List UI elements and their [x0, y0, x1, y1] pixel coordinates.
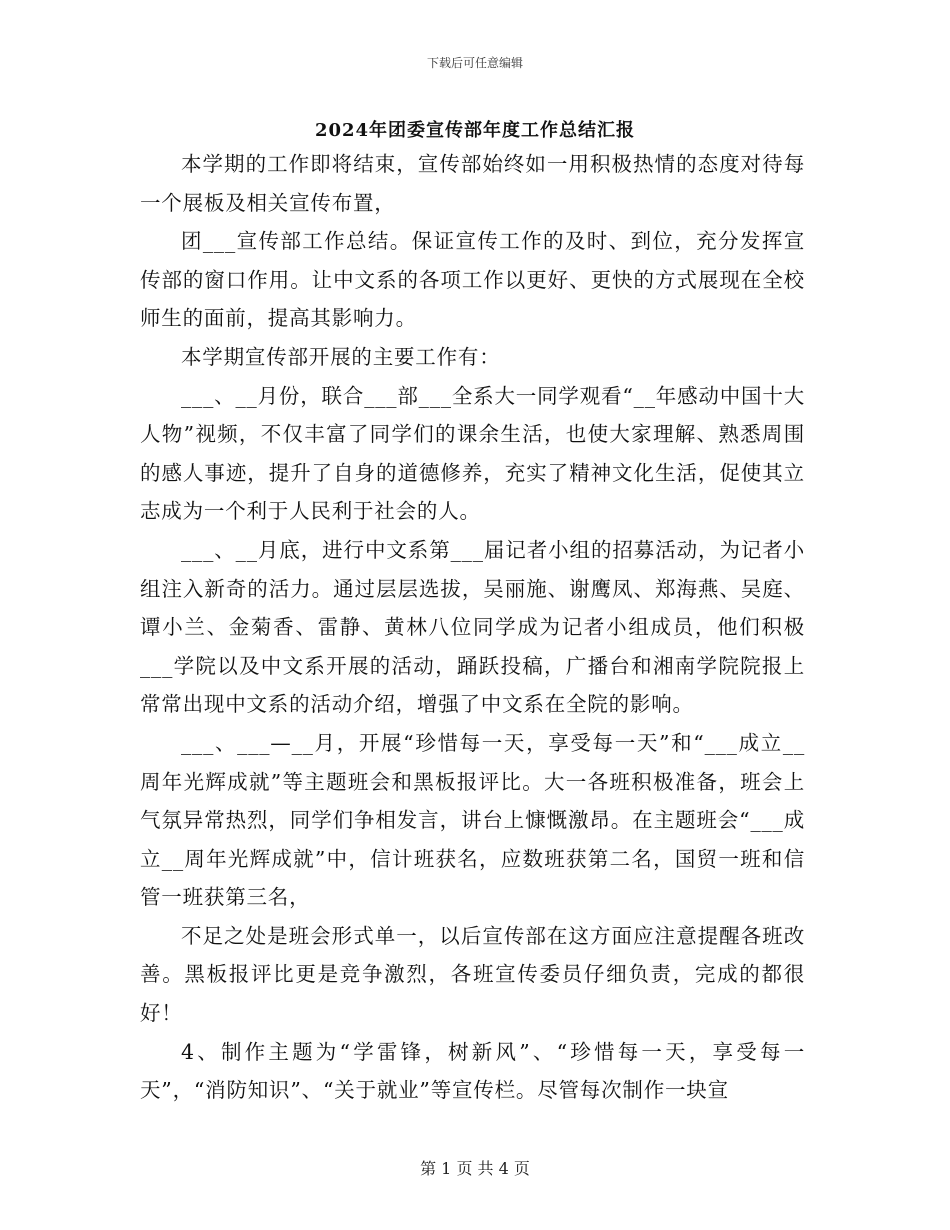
page-number: 第 1 页 共 4 页: [420, 1159, 530, 1178]
paragraph-main-work: 本学期宣传部开展的主要工作有：: [181, 344, 501, 369]
document-body: [140, 145, 805, 1110]
paragraph-shortcoming: 不足之处是班会形式单一，以后宣传部在这方面应注意提醒各班改善。黑板报评比更是竞争激烈，各班宣传委员仔细负责，完成的都很好！: [140, 923, 805, 1026]
header-note: 下载后可任意编辑: [426, 56, 523, 70]
paragraph-item-3: ___、___—__月，开展“珍惜每一天，享受每一天”和“___成立__周年光辉成就”等主题班会和黑板报评比。大一各班积极准备，班会上气氛异常热烈，同学们争相发言，讲台上慷慨激昂。在主题班会“___成立__周年光辉成就”中，信计班获名，应数班获第二名，国贸一班和信管一班获第三名，: [140, 730, 805, 910]
paragraph-item-4: 4、制作主题为“学雷锋，树新风”、“珍惜每一天，享受每一天”，“消防知识”、“关于就业”等宣传栏。尽管每次制作一块宣: [140, 1039, 805, 1103]
paragraph-item-1: ___、__月份，联合___部___全系大一同学观看“__年感动中国十大人物”视频，不仅丰富了同学们的课余生活，也使大家理解、熟悉周围的感人事迹，提升了自身的道德修养，充实了精神文化生活，促使其立志成为一个利于人民利于社会的人。: [140, 383, 805, 524]
paragraph-summary: 团___宣传部工作总结。保证宣传工作的及时、到位，充分发挥宣传部的窗口作用。让中文系的各项工作以更好、更快的方式展现在全校师生的面前，提高其影响力。: [140, 229, 805, 331]
document-title: 2024年团委宣传部年度工作总结汇报: [314, 120, 636, 141]
paragraph-item-2: ___、__月底，进行中文系第___届记者小组的招募活动，为记者小组注入新奇的活力。通过层层选拔，吴丽施、谢鹰凤、郑海燕、吴庭、谭小兰、金菊香、雷静、黄林八位同学成为记者小组成员，他们积极___学院以及中文系开展的活动，踊跃投稿，广播台和湘南学院院报上常常出现中文系的活动介绍，增强了中文系在全院的影响。: [140, 537, 805, 717]
paragraph-intro: 本学期的工作即将结束，宣传部始终如一用积极热情的态度对待每一个展板及相关宣传布置，: [140, 152, 805, 215]
